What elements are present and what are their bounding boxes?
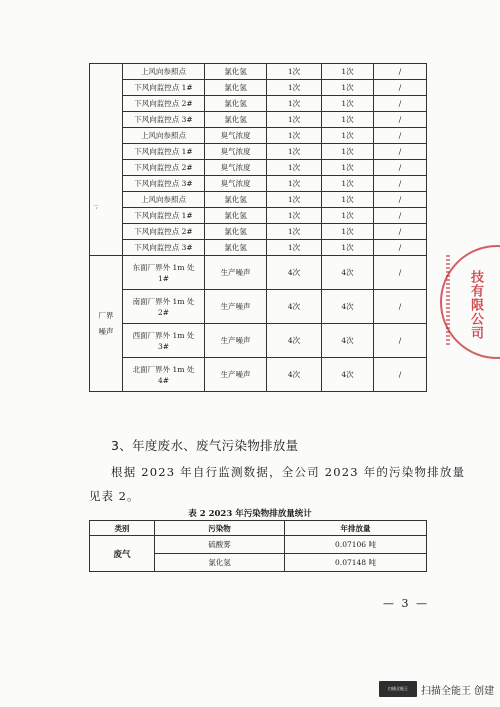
frequency-b: 4次 <box>322 324 374 358</box>
frequency-b: 1次 <box>322 96 374 112</box>
monitoring-item: 氯化氢 <box>205 80 267 96</box>
monitoring-row <box>90 176 427 192</box>
monitoring-point: 下风向监控点 1# <box>123 144 205 160</box>
monitoring-point: 下风向监控点 3# <box>123 240 205 256</box>
frequency-b: 1次 <box>322 64 374 80</box>
monitoring-row <box>90 112 427 128</box>
pollutant-cell: 硫酸雾 <box>155 536 285 554</box>
monitoring-row <box>90 358 427 392</box>
frequency-a: 1次 <box>267 128 322 144</box>
monitoring-point: 西面厂界外 1m 处 3# <box>123 324 205 358</box>
paragraph-line-2: 见表 2。 <box>89 489 140 503</box>
frequency-a: 1次 <box>267 176 322 192</box>
monitoring-point: 南面厂界外 1m 处 2# <box>123 290 205 324</box>
monitoring-item: 氯化氢 <box>205 112 267 128</box>
monitoring-item: 氯化氢 <box>205 192 267 208</box>
note-cell: / <box>374 64 427 80</box>
note-cell: / <box>374 240 427 256</box>
emissions-row <box>90 536 427 554</box>
note-cell: / <box>374 324 427 358</box>
frequency-a: 1次 <box>267 208 322 224</box>
pollutant-cell: 氯化氢 <box>155 554 285 572</box>
monitoring-point: 下风向监控点 2# <box>123 224 205 240</box>
frequency-b: 1次 <box>322 160 374 176</box>
page-number: — 3 — <box>383 597 429 610</box>
note-cell: / <box>374 224 427 240</box>
monitoring-item: 生产噪声 <box>205 290 267 324</box>
watermark-text: 扫描全能王 创建 <box>421 685 495 697</box>
emissions-header-row <box>90 521 427 536</box>
monitoring-point: 上风向参照点 <box>123 192 205 208</box>
frequency-b: 1次 <box>322 112 374 128</box>
note-cell: / <box>374 358 427 392</box>
monitoring-item: 氯化氢 <box>205 96 267 112</box>
scanner-logo-icon: 扫描全能王 <box>379 681 417 697</box>
frequency-a: 4次 <box>267 290 322 324</box>
seal-perforation <box>446 255 450 345</box>
monitoring-item: 生产噪声 <box>205 324 267 358</box>
monitoring-item: 氯化氢 <box>205 240 267 256</box>
section-heading: 3、年度废水、废气污染物排放量 <box>111 438 299 453</box>
frequency-b: 1次 <box>322 80 374 96</box>
monitoring-point: 下风向监控点 3# <box>123 176 205 192</box>
monitoring-item: 氯化氢 <box>205 224 267 240</box>
monitoring-point: 北面厂界外 1m 处 4# <box>123 358 205 392</box>
frequency-b: 1次 <box>322 144 374 160</box>
monitoring-point: 下风向监控点 2# <box>123 96 205 112</box>
frequency-b: 1次 <box>322 240 374 256</box>
monitoring-item: 氯化氢 <box>205 208 267 224</box>
frequency-a: 1次 <box>267 192 322 208</box>
monitoring-row <box>90 224 427 240</box>
monitoring-point: 上风向参照点 <box>123 64 205 80</box>
note-cell: / <box>374 160 427 176</box>
frequency-b: 4次 <box>322 290 374 324</box>
note-cell: / <box>374 176 427 192</box>
note-cell: / <box>374 128 427 144</box>
note-cell: / <box>374 144 427 160</box>
monitoring-point: 东面厂界外 1m 处 1# <box>123 256 205 290</box>
table-caption: 表 2 2023 年污染物排放量统计 <box>188 509 312 519</box>
frequency-a: 1次 <box>267 80 322 96</box>
frequency-b: 1次 <box>322 128 374 144</box>
header-pollutant: 污染物 <box>155 521 285 536</box>
frequency-b: 1次 <box>322 176 374 192</box>
monitoring-point: 下风向监控点 2# <box>123 160 205 176</box>
frequency-a: 1次 <box>267 96 322 112</box>
monitoring-item: 生产噪声 <box>205 256 267 290</box>
monitoring-point: 下风向监控点 1# <box>123 208 205 224</box>
monitoring-row <box>90 64 427 80</box>
frequency-a: 1次 <box>267 144 322 160</box>
monitoring-item: 生产噪声 <box>205 358 267 392</box>
monitoring-row <box>90 80 427 96</box>
frequency-a: 1次 <box>267 112 322 128</box>
monitoring-point: 下风向监控点 1# <box>123 80 205 96</box>
frequency-a: 1次 <box>267 240 322 256</box>
frequency-a: 4次 <box>267 358 322 392</box>
monitoring-row <box>90 96 427 112</box>
monitoring-row <box>90 256 427 290</box>
monitoring-point: 上风向参照点 <box>123 128 205 144</box>
frequency-a: 1次 <box>267 64 322 80</box>
category-cell: 废气 <box>90 536 155 572</box>
monitoring-point: 下风向监控点 3# <box>123 112 205 128</box>
frequency-b: 1次 <box>322 208 374 224</box>
frequency-b: 1次 <box>322 192 374 208</box>
emissions-table <box>89 520 427 572</box>
monitoring-row <box>90 324 427 358</box>
noise-category-cell: 厂界噪声 <box>90 256 123 392</box>
scanner-watermark <box>379 680 494 698</box>
header-category: 类别 <box>90 521 155 536</box>
note-cell: / <box>374 80 427 96</box>
amount-cell: 0.07148 吨 <box>285 554 427 572</box>
monitoring-row <box>90 144 427 160</box>
monitoring-row <box>90 290 427 324</box>
note-cell: / <box>374 208 427 224</box>
note-cell: / <box>374 112 427 128</box>
monitoring-row <box>90 128 427 144</box>
scan-speck: ·; <box>94 203 98 210</box>
monitoring-row <box>90 208 427 224</box>
monitoring-item: 臭气浓度 <box>205 128 267 144</box>
monitoring-item: 臭气浓度 <box>205 144 267 160</box>
paragraph-line-1: 根据 2023 年自行监测数据，全公司 2023 年的污染物排放量 <box>111 465 466 479</box>
frequency-a: 1次 <box>267 160 322 176</box>
header-annual-amount: 年排放量 <box>285 521 427 536</box>
seal-text: 技有限公司 <box>468 270 483 340</box>
monitoring-row <box>90 160 427 176</box>
frequency-a: 4次 <box>267 324 322 358</box>
frequency-a: 1次 <box>267 224 322 240</box>
frequency-a: 4次 <box>267 256 322 290</box>
note-cell: / <box>374 96 427 112</box>
monitoring-table <box>89 63 427 392</box>
frequency-b: 4次 <box>322 358 374 392</box>
note-cell: / <box>374 256 427 290</box>
monitoring-item: 氯化氢 <box>205 64 267 80</box>
monitoring-item: 臭气浓度 <box>205 176 267 192</box>
monitoring-row <box>90 240 427 256</box>
amount-cell: 0.07106 吨 <box>285 536 427 554</box>
note-cell: / <box>374 290 427 324</box>
frequency-b: 4次 <box>322 256 374 290</box>
monitoring-item: 臭气浓度 <box>205 160 267 176</box>
note-cell: / <box>374 192 427 208</box>
monitoring-row <box>90 192 427 208</box>
frequency-b: 1次 <box>322 224 374 240</box>
category-cell-empty <box>90 64 123 256</box>
